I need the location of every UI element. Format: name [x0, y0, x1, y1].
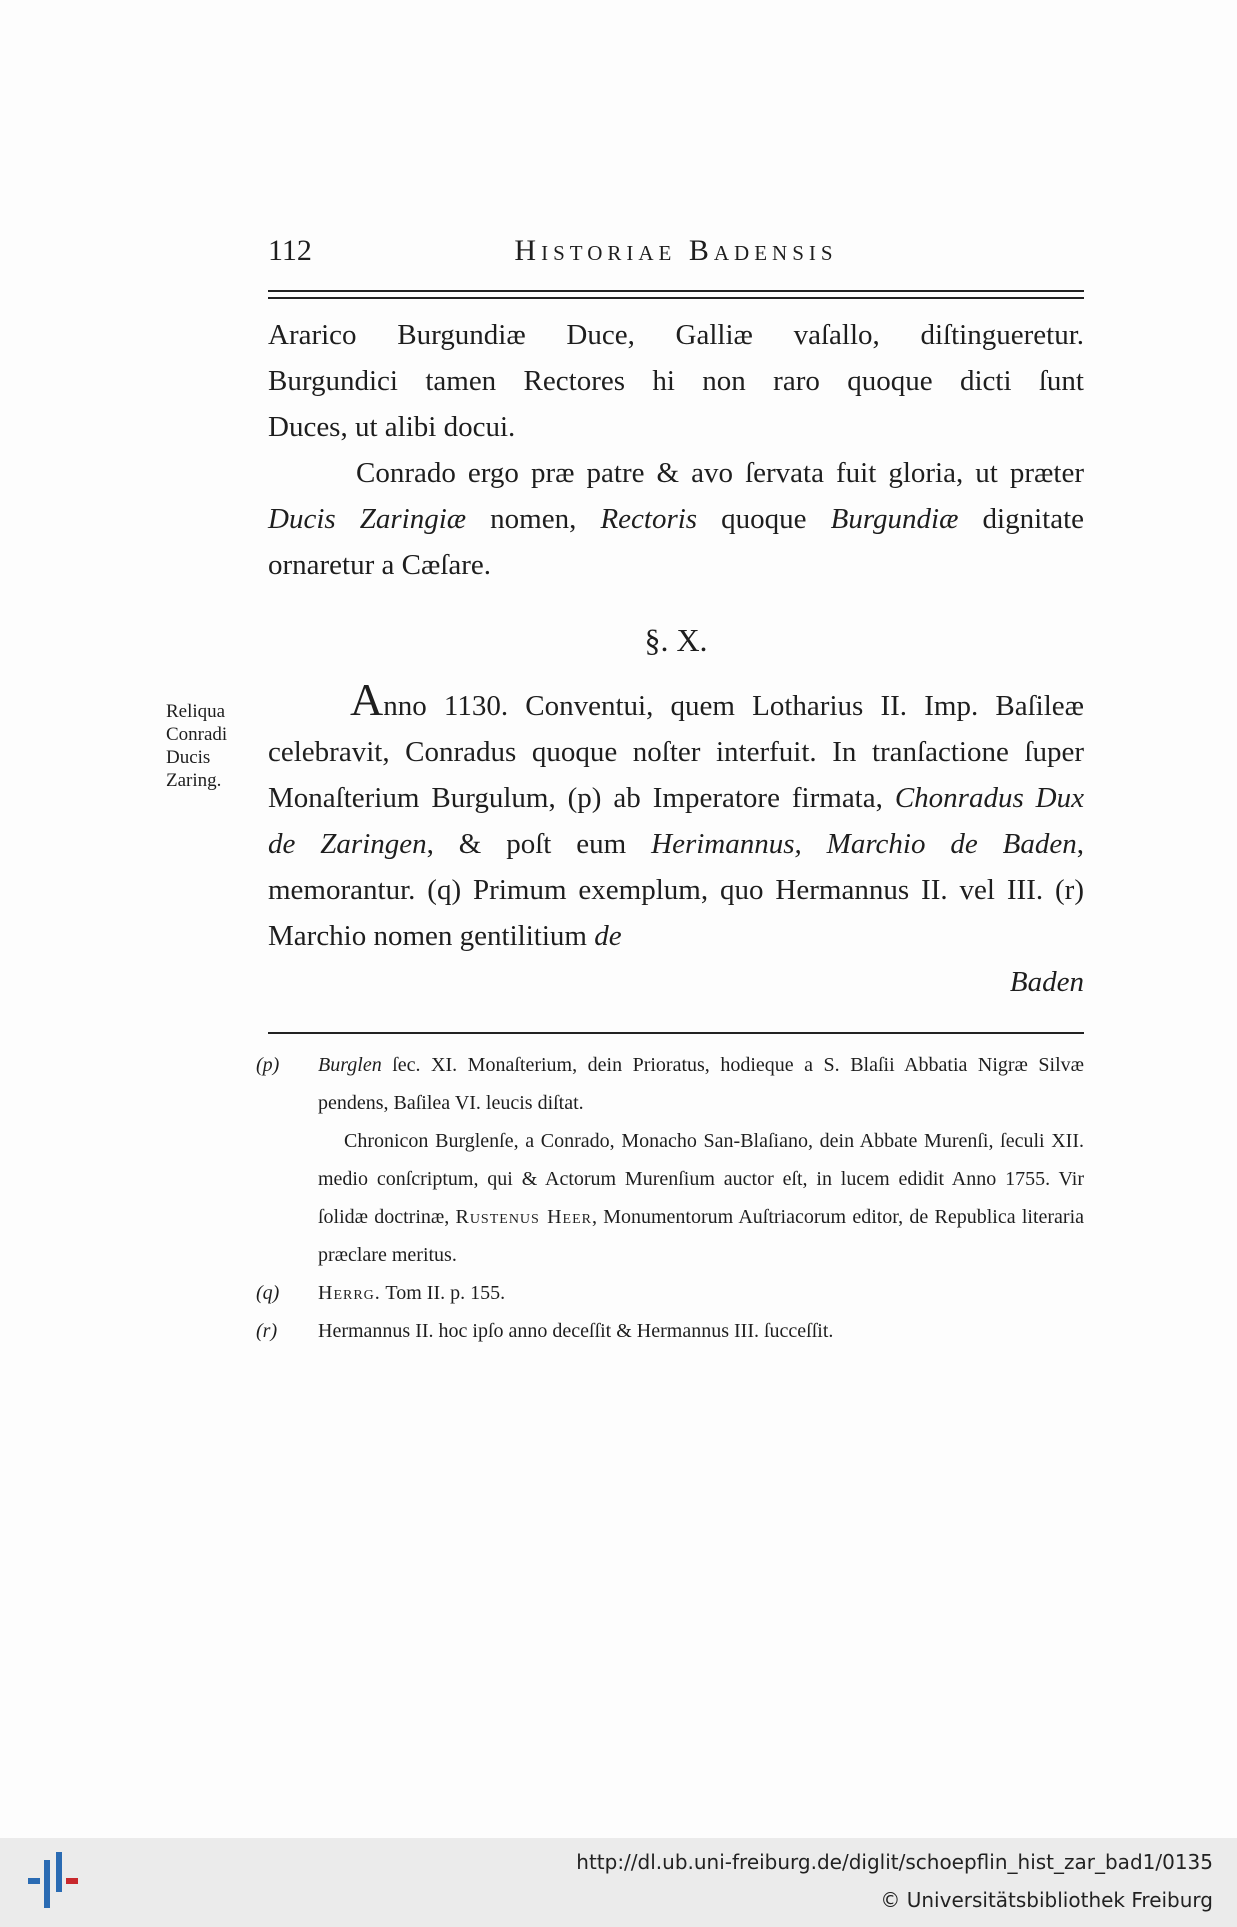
- italic-run: Chonradus Dux de Zaringen: [268, 782, 1084, 860]
- small-caps-run: Herrg.: [318, 1282, 381, 1304]
- paragraph-anno: [268, 674, 1084, 1005]
- page-number: 112: [268, 234, 312, 267]
- text-run: dignitate ornaretur a Cæſare.: [268, 503, 1084, 581]
- footnote-mark: (r): [256, 1320, 278, 1342]
- italic-run: Herimannus, Marchio de Baden: [651, 828, 1077, 860]
- footnote-text: [318, 1046, 1084, 1122]
- margin-note-line: Ducis: [166, 747, 211, 768]
- text-run: , memorantur. (q) Primum exemplum, quo Hermannus II. vel III. (r) Marchio nomen gentilitium: [268, 828, 1084, 952]
- footnote-text: Hermannus II. hoc ipſo anno deceſſit & Hermannus III. ſucceſſit.: [318, 1320, 834, 1342]
- italic-run: Burgundiæ: [830, 503, 959, 535]
- footnote-p: [256, 1046, 1084, 1122]
- header-rule-top: [268, 290, 1084, 292]
- footnote-rule: [268, 1032, 1084, 1034]
- text-run: , & poſt eum: [426, 828, 652, 860]
- text-run: Conrado ergo præ patre & avo ſervata fuit gloria, ut præter: [356, 457, 1084, 489]
- paragraph-conrado: [268, 450, 1084, 588]
- footnote-mark: (q): [256, 1282, 280, 1304]
- library-logo-icon: [28, 1852, 78, 1912]
- text-run: Chronicon Burglenſe, a Conrado, Monacho San-Blaſiano, dein Abbate Murenſi, ſeculi XII. medio conſcriptum, qui & Actorum Murenſium auctor eſt, in lucem edidit Anno 1755. Vir ſolidæ doctrinæ,: [318, 1130, 1084, 1228]
- initial-letter: A: [350, 674, 384, 725]
- italic-run: Burglen: [318, 1054, 382, 1076]
- text-run: nno 1130. Conventui, quem Lotharius II. Imp. Baſileæ celebravit, Conradus quoque noſter interfuit. In tranſactione ſuper Monaſterium Burgulum, (p) ab Imperatore firmata,: [268, 690, 1084, 814]
- text-run: , Monumentorum Auſtriacorum editor, de Republica literaria præclare meritus.: [318, 1206, 1085, 1266]
- text-line: Ararico Burgundiæ Duce, Galliæ vaſallo, diſtingueretur.: [268, 319, 1084, 351]
- margin-note: [166, 700, 246, 792]
- permalink-url[interactable]: http://dl.ub.uni-freiburg.de/diglit/schoepflin_hist_zar_bad1/0135: [576, 1850, 1213, 1874]
- catchword-text: Baden: [1009, 966, 1084, 998]
- paragraph-text: [268, 674, 1084, 959]
- text-line: Duces, ut alibi docui.: [268, 411, 516, 443]
- italic-run: de: [594, 920, 622, 952]
- text-run: nomen,: [466, 503, 601, 535]
- italic-run: Rectoris: [600, 503, 698, 535]
- footnote-q: [256, 1274, 1084, 1312]
- margin-note-line: Zaring.: [166, 770, 222, 791]
- text-run: ſec. XI. Monaſterium, dein Prioratus, hodieque a S. Blaſii Abbatia Nigræ Silvæ pendens, Baſilea VI. leucis diſtat.: [318, 1054, 1084, 1114]
- text-run: Tom II. p. 155.: [380, 1282, 506, 1304]
- footnote-r: [256, 1312, 1084, 1350]
- copyright-notice: © Universitätsbibliothek Freiburg: [880, 1888, 1213, 1912]
- catchword: [268, 959, 1084, 1005]
- text-run: quoque: [697, 503, 831, 535]
- running-title: Historiae Badensis: [514, 234, 838, 267]
- margin-note-line: Reliqua: [166, 701, 226, 722]
- section-heading: §. X.: [644, 622, 708, 658]
- margin-note-line: Conradi: [166, 724, 228, 745]
- header-rule-bottom: [268, 297, 1084, 299]
- footnotes: [256, 1046, 1085, 1350]
- italic-run: Ducis Zaringiæ: [268, 503, 467, 535]
- viewer-footer: [0, 1838, 1237, 1927]
- paragraph-text: [268, 450, 1084, 588]
- footnote-text: [318, 1274, 1084, 1312]
- running-head: [268, 234, 1084, 274]
- paragraph-continuation: [268, 312, 1084, 450]
- footnote-p-continuation: [318, 1122, 1084, 1274]
- footnote-mark: (p): [256, 1054, 280, 1076]
- small-caps-run: Rustenus Heer: [455, 1206, 592, 1228]
- text-line: Burgundici tamen Rectores hi non raro quoque dicti ſunt: [268, 365, 1084, 397]
